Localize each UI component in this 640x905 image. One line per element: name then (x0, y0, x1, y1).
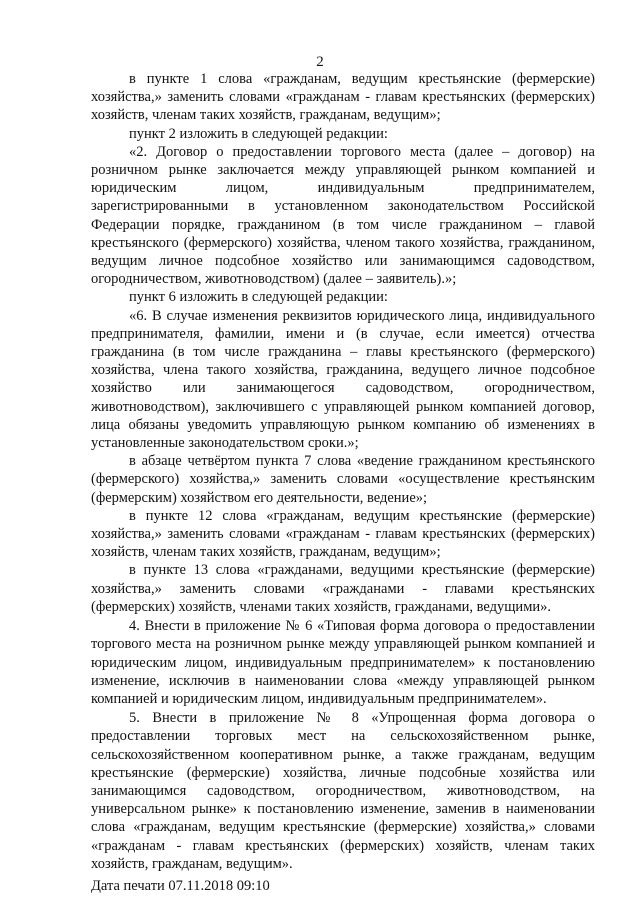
print-date-footer: Дата печати 07.11.2018 09:10 (91, 878, 270, 894)
page-number: 2 (316, 54, 324, 70)
paragraph-item4: 4. Внести в приложение № 6 «Типовая форма договора о предоставлении торгового места на розничном рынке между управляющей рынком компанией и юридическим лицом, индивидуальным предпринимателем» к постановлению изменение, исключив в наименовании слова «между управляющей рынком компанией и юридическим лицом, индивидуальным предпринимателем». (91, 618, 595, 707)
paragraph-point1: в пункте 1 слова «гражданам, ведущим крестьянские (фермерские) хозяйства,» заменить словами «гражданам - главам крестьянских (фермерских) хозяйств, членам таких хозяйств, гражданам, ведущим»; (91, 71, 595, 124)
document-body (91, 70, 595, 873)
paragraph-point6-intro: пункт 6 изложить в следующей редакции: (129, 289, 388, 306)
paragraph-point12: в пункте 12 слова «гражданам, ведущим крестьянские (фермерские) хозяйства,» заменить словами «гражданам - главам крестьянских (фермерских) хозяйств, членам таких хозяйств, гражданам, ведущим»; (91, 507, 595, 561)
paragraph-point7: в абзаце четвёртом пункта 7 слова «ведение гражданином крестьянского (фермерского) хозяйства,» заменить словами «осуществление крестьянским (фермерским) хозяйством его деятельности, ведение»; (91, 453, 595, 506)
paragraph-point6-text: «6. В случае изменения реквизитов юридического лица, индивидуального предпринимателя, фамилии, имени и (в случае, если имеется) отчества гражданина (в том числе гражданина – главы крестьянского (фермерского) хозяйства, члена такого хозяйства, гражданина, ведущего личное подсобное хозяйство или занимающегося садоводством, огородничеством, животноводством), заключившего с управляющей рынком компанией договор, лица обязаны уведомить управляющую рынком компанию об изменениях в установленные законодательством сроки.»; (91, 307, 595, 452)
paragraph-point2-text: «2. Договор о предоставлении торгового места (далее – договор) на розничном рынке заключается между управляющей рынком компанией и юридическим лицом, индивидуальным предпринимателем, зарегистрированными в установленном законодательством Российской Федерации порядке, гражданином (в том числе гражданином – главой крестьянского (фермерского) хозяйства, членом такого хозяйства, гражданином, ведущим личное подсобное хозяйство или занимающимся садоводством, огородничеством, животноводством) (далее – заявитель).»; (91, 143, 595, 288)
paragraph-item5: 5. Внести в приложение № 8 «Упрощенная форма договора о предоставлении торговых мест на сельскохозяйственном рынке, сельскохозяйственном кооперативном рынке, а также гражданам, ведущим крестьянские (фермерские) хозяйства, личные подсобные хозяйства или занимающимся садоводством, огородничеством, животноводством, на универсальном рынке» к постановлению изменение, заменив в наименовании слова «гражданам, ведущим крестьянские (фермерские) хозяйства,» словами «гражданам - главам крестьянских (фермерских) хозяйств, членам таких хозяйств, гражданам, ведущим». (91, 710, 595, 872)
paragraph-point2-intro: пункт 2 изложить в следующей редакции: (129, 125, 388, 142)
paragraph-point13: в пункте 13 слова «гражданами, ведущими крестьянские (фермерские) хозяйства,» заменить словами «гражданами - главами крестьянских (фермерских) хозяйств, членами таких хозяйств, гражданами, ведущими». (91, 562, 595, 615)
